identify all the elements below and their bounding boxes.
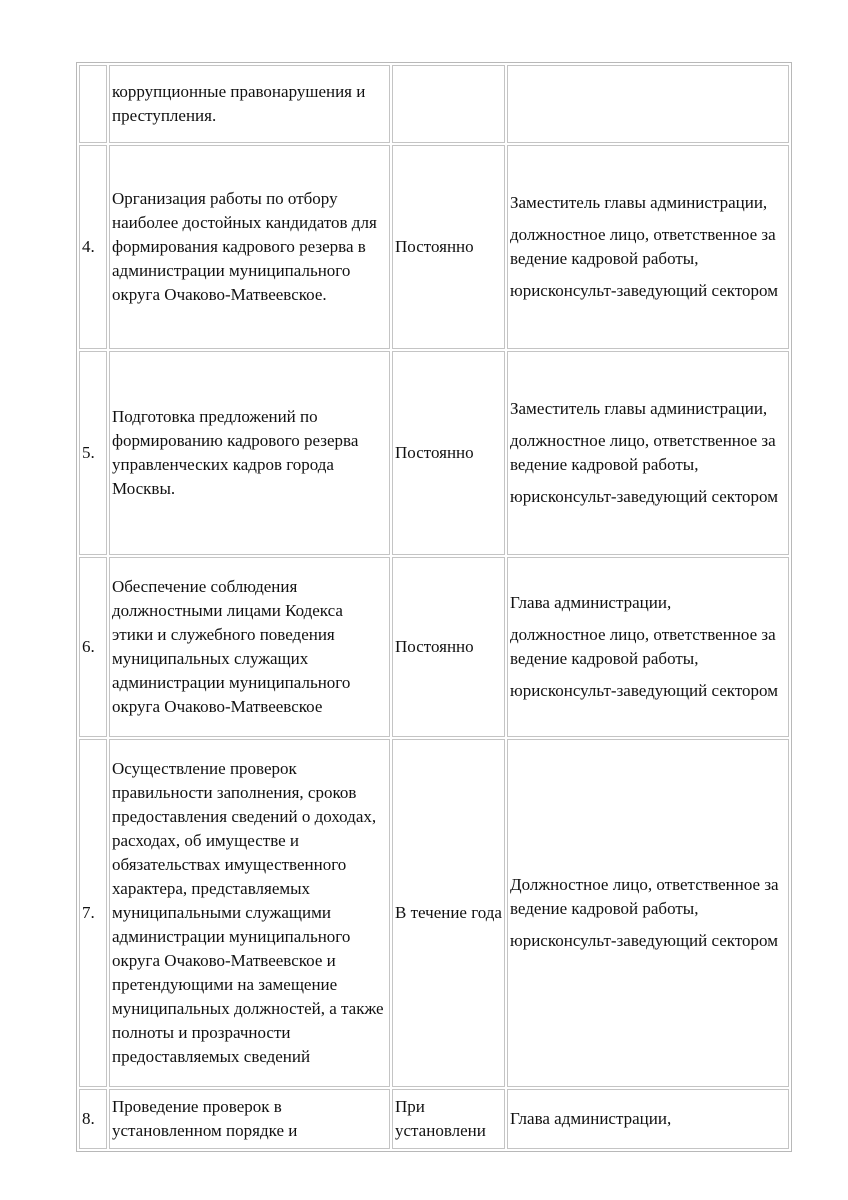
responsible-cell xyxy=(507,739,789,1087)
measure-name: Проведение проверок в установленном порядке и xyxy=(109,1089,390,1149)
table-row xyxy=(79,1089,789,1149)
table-row xyxy=(79,145,789,349)
responsible-cell xyxy=(507,557,789,737)
row-number: 4. xyxy=(79,145,107,349)
responsible-line: должностное лицо, ответственное за ведение кадровой работы, xyxy=(510,625,776,668)
row-number: 8. xyxy=(79,1089,107,1149)
measures-table xyxy=(76,62,792,1152)
responsible-cell xyxy=(507,1089,789,1149)
responsible-line: Глава администрации, xyxy=(510,1109,672,1128)
row-number: 5. xyxy=(79,351,107,555)
responsible-line: Должностное лицо, ответственное за ведение кадровой работы, xyxy=(510,875,779,918)
responsible-cell xyxy=(507,145,789,349)
table-row xyxy=(79,739,789,1087)
term-cell xyxy=(392,65,505,143)
responsible-cell xyxy=(507,65,789,143)
table-row xyxy=(79,557,789,737)
responsible-line: Заместитель главы администрации, xyxy=(510,193,768,212)
row-number xyxy=(79,65,107,143)
table-row xyxy=(79,65,789,143)
term-cell: Постоянно xyxy=(392,557,505,737)
responsible-line: Заместитель главы администрации, xyxy=(510,399,768,418)
responsible-cell xyxy=(507,351,789,555)
term-cell: Постоянно xyxy=(392,145,505,349)
responsible-line: Глава администрации, xyxy=(510,593,672,612)
measure-name: коррупционные правонарушения и преступления. xyxy=(109,65,390,143)
term-cell: В течение года xyxy=(392,739,505,1087)
measure-name: Организация работы по отбору наиболее достойных кандидатов для формирования кадрового резерва в администрации муниципального округа Очаково-Матвеевское. xyxy=(109,145,390,349)
measure-name: Осуществление проверок правильности заполнения, сроков предоставления сведений о доходах, расходах, об имуществе и обязательствах имущественного характера, представляемых муниципальными служащими администрации муниципального округа Очаково-Матвеевское и претендующими на замещение муниципальных должностей, а также полноты и прозрачности предоставляемых сведений xyxy=(109,739,390,1087)
term-cell: При установлени xyxy=(392,1089,505,1149)
row-number: 6. xyxy=(79,557,107,737)
measure-name: Обеспечение соблюдения должностными лицами Кодекса этики и служебного поведения муниципальных служащих администрации муниципального округа Очаково-Матвеевское xyxy=(109,557,390,737)
row-number: 7. xyxy=(79,739,107,1087)
responsible-line: должностное лицо, ответственное за ведение кадровой работы, xyxy=(510,225,776,268)
responsible-line: юрисконсульт-заведующий сектором xyxy=(510,281,778,300)
measure-name: Подготовка предложений по формированию кадрового резерва управленческих кадров города Москвы. xyxy=(109,351,390,555)
responsible-line: юрисконсульт-заведующий сектором xyxy=(510,931,778,950)
document-page xyxy=(76,62,792,1152)
table-row xyxy=(79,351,789,555)
responsible-line: юрисконсульт-заведующий сектором xyxy=(510,487,778,506)
term-cell: Постоянно xyxy=(392,351,505,555)
responsible-line: юрисконсульт-заведующий сектором xyxy=(510,681,778,700)
responsible-line: должностное лицо, ответственное за ведение кадровой работы, xyxy=(510,431,776,474)
